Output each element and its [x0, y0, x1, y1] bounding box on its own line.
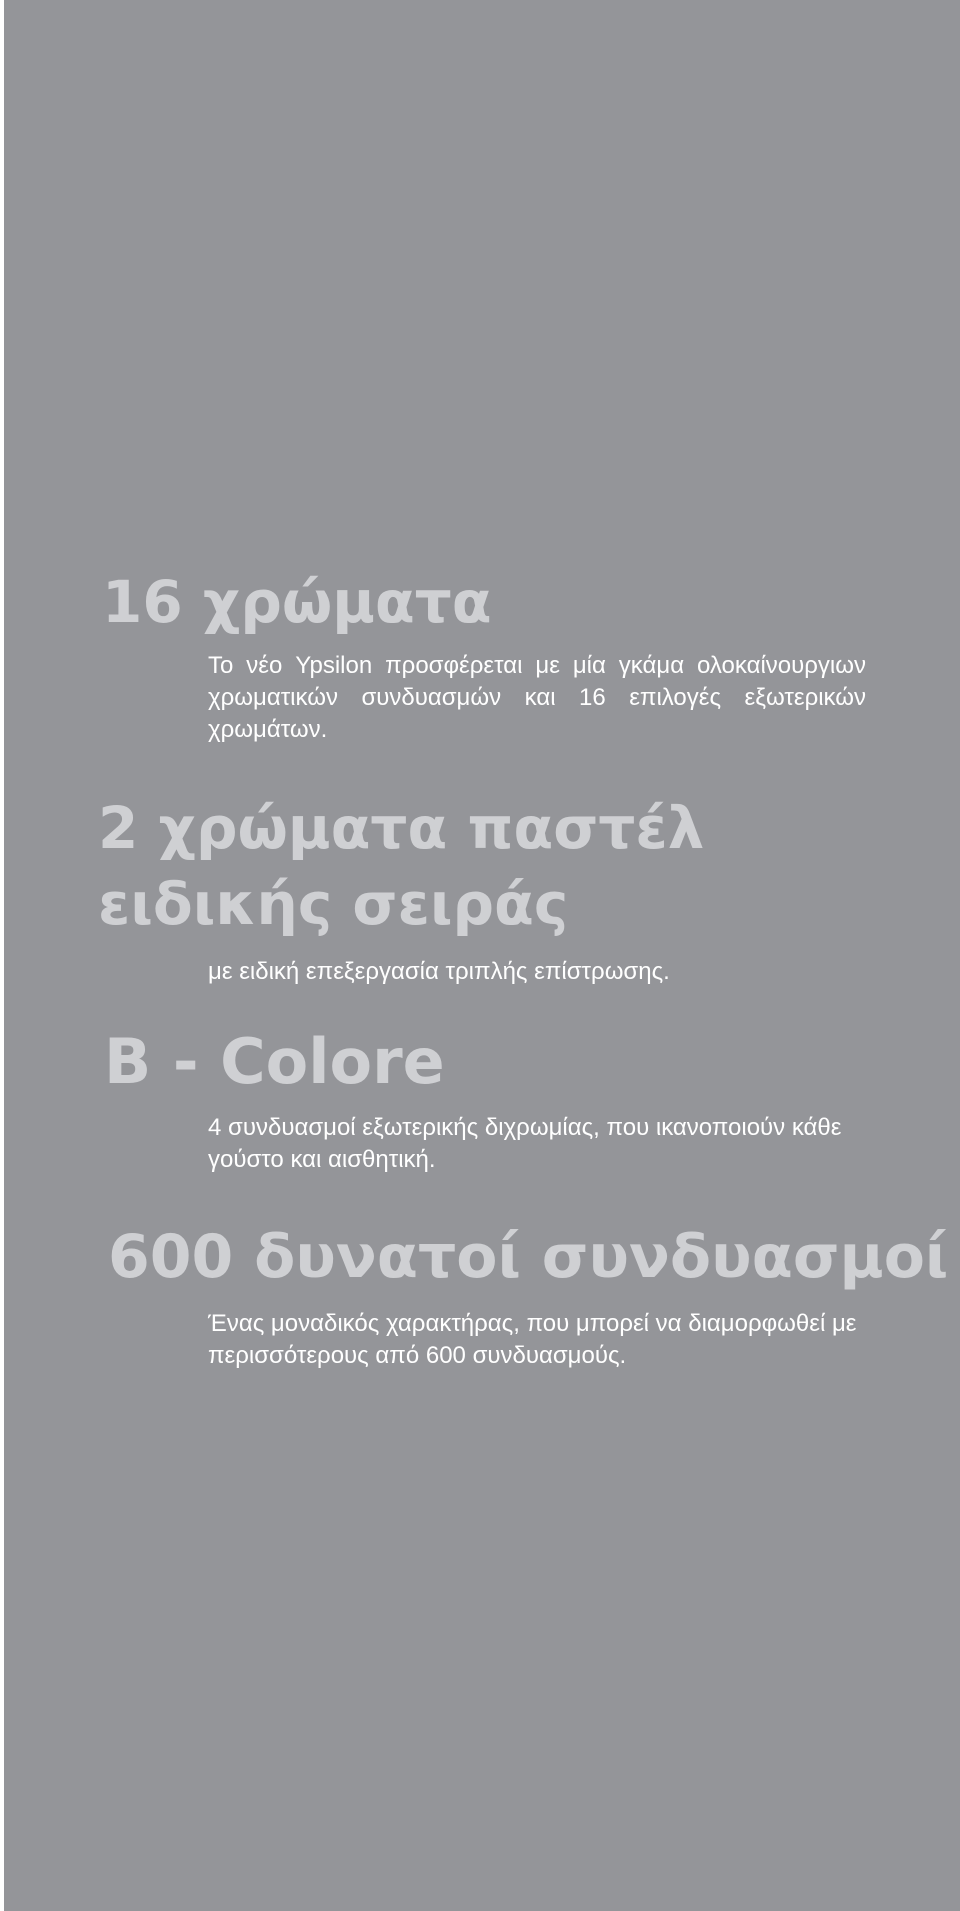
body-line: 4 συνδυασμοί εξωτερικής διχρωμίας, που ικανοποιούν κάθε — [208, 1114, 842, 1141]
heading-b-colore — [104, 1024, 445, 1100]
body-pastel-colors — [208, 956, 670, 988]
body-600-combinations — [208, 1308, 857, 1372]
heading-line: B - Colore — [104, 1025, 445, 1098]
body-line: χρωματικών συνδυασμών και 16 επιλογές εξωτερικών — [208, 684, 866, 711]
body-line: με ειδική επεξεργασία τριπλής επίστρωσης. — [208, 958, 670, 985]
heading-line: ειδικής σειράς — [98, 870, 569, 938]
heading-line: 16 χρώματα — [102, 568, 492, 636]
heading-line: 600 δυνατοί συνδυασμοί — [108, 1222, 949, 1292]
heading-line: 2 χρώματα παστέλ — [98, 794, 705, 862]
heading-pastel-colors — [98, 790, 704, 942]
body-line: γούστο και αισθητική. — [208, 1146, 436, 1173]
body-line: χρωμάτων. — [208, 716, 328, 743]
body-line: Ένας μοναδικός χαρακτήρας, που μπορεί να διαμορφωθεί με — [208, 1310, 857, 1337]
page-panel — [4, 0, 960, 1911]
heading-16-colors — [102, 566, 492, 638]
body-line: Το νέο Ypsilon προσφέρεται με μία γκάμα ολοκαίνουργιων — [208, 652, 866, 679]
body-line: περισσότερους από 600 συνδυασμούς. — [208, 1342, 627, 1369]
body-b-colore — [208, 1112, 841, 1176]
body-16-colors — [208, 650, 866, 746]
heading-600-combinations — [108, 1218, 948, 1296]
